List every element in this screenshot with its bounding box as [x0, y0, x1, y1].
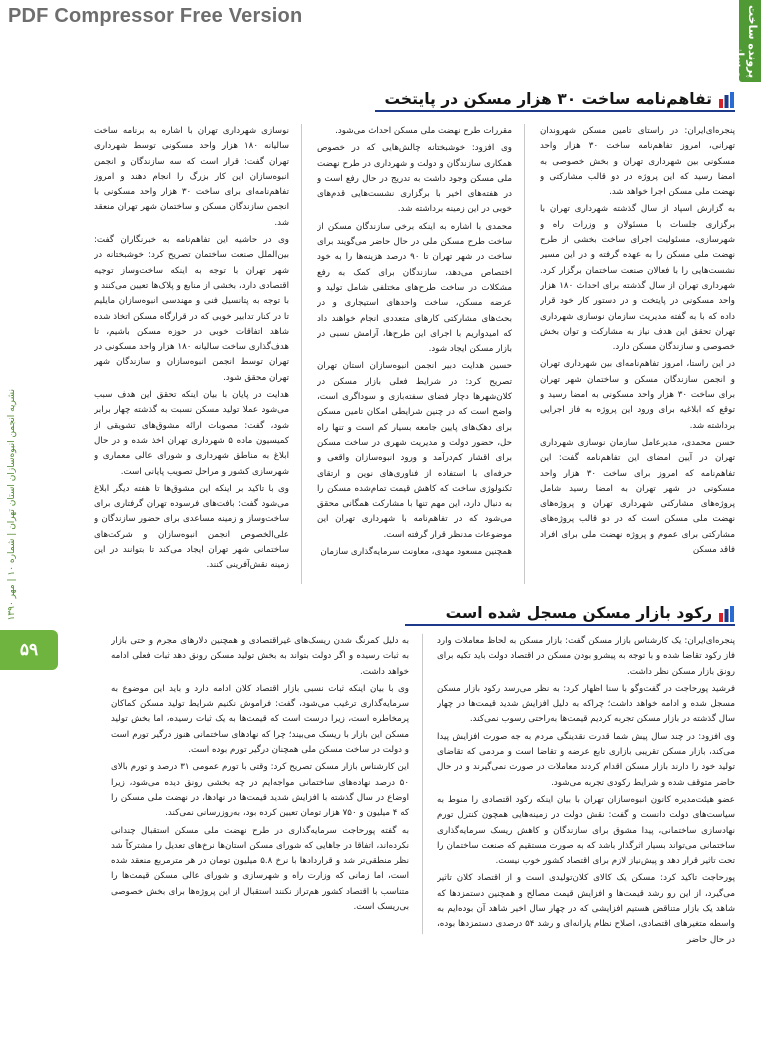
- paragraph: به دلیل کمرنگ شدن ریسک‌های غیراقتصادی و همچنین دلارهای مجرم و حتی بازار به ثبات رسیده و اگر دولت بتواند به بخش تولید مسکن رونق دهد ثبات فعلی ادامه خواهد داشت.: [111, 636, 409, 677]
- paragraph: به گزارش اسپاد از سال گذشته شهرداری تهران با برگزاری جلسات با مسئولان و وزرات راه و شهرسازی، مسئولیت اجرای ساخت بخشی از طرح نهضت ملی مسکن را به عهده گرفته و در این مسیر نشست‌هایی را با فعالان صنعت ساختمان برگزار کرد. شهرداری تهران از سال گذشته برای احداث ۱۸۰ هزار واحد مسکونی در پایتخت و در دستور کار خود قرار داده که با به گفته مدیریت سازمان نوسازی شهرداری تهران تحقق این هدف نیاز به مشارکت و توان بخش خصوصی و سازندگان مسکن دارد.: [540, 204, 735, 353]
- paragraph: پورحاجت تاکید کرد: مسکن یک کالای کلان‌تولیدی است و از اقتصاد کلان تاثیر می‌گیرد، از این رو رشد قیمت‌ها و افزایش قیمت مصالح و همچنین دستمزدها که شاهد یک بازار متناقض هستیم افزایشی که در چهار سال اخیر شاهد آن بوده‌ایم به واسطه متغیرهای اقتصادی، اصلاح نظام یارانه‌ای و رشد ۵۴ درصدی دستمزدها بوده، در حال حاضر: [437, 873, 735, 945]
- paragraph: فرشید پورحاجت در گفت‌وگو با سنا اظهار کرد: به نظر می‌رسد رکود بازار مسکن مسجل شده و ادامه خواهد داشت؛ چراکه به دلیل افزایش شدید قیمت‌ها در چهار سال گذشته در بازار مسکن تجربه کردیم قیمت‌ها به‌راحتی رسوب نمی‌کند.: [437, 683, 735, 725]
- paragraph: این کارشناس بازار مسکن تصریح کرد: وقتی با تورم عمومی ۳۱ درصد و تورم بالای ۵۰ درصد نهاده‌های ساختمانی مواجه‌ایم در چه بخشی رونق دیده می‌شود، زیرا اوضاع در سال گذشته با افزایش شدید قیمت‌ها در نهادها، در نهضت ملی مسکن را که ۴ میلیون و ۷۵۰ هزار تومان تعیین کرده بود، به‌روزرسانی نمی‌کند.: [111, 762, 409, 819]
- bar-chart-icon: [718, 605, 735, 622]
- paragraph: حسن محمدی، مدیرعامل سازمان نوسازی شهرداری تهران در آیین امضای این تفاهم‌نامه گفت: این تفاهم‌نامه که امروز برای ساخت ۳۰ هزار واحد مسکونی در شهر تهران به امضا رسید شامل پروژه‌های مشارکتی شهرداری تهران و پروژه‌های نهضت ملی مسکن است که در دو قالب پروژه‌های مشارکتی برای عموم و پروژه نهضت ملی برای افراد فاقد مسکن: [540, 437, 735, 556]
- article-1-column-2: [317, 124, 512, 594]
- article-2-column-2: [111, 634, 409, 954]
- article-1-column-3: [94, 124, 289, 594]
- bar-chart-icon: [718, 91, 735, 108]
- paragraph: پنجره‌ای‌ایران: در راستای تامین مسکن شهروندان تهرانی، امروز تفاهم‌نامه ساخت ۳۰ هزار واحد مسکونی بین شهرداری تهران و بخش خصوصی به امضا رسید که این پروژه در دو قالب مشارکتی و نهضت ملی مسکن اجرا خواهد شد.: [540, 126, 735, 198]
- section-tab: [733, 0, 761, 82]
- article-2-heading: [405, 604, 735, 622]
- paragraph: وی در حاشیه این تفاهم‌نامه به خبرنگاران گفت: بین‌الملل صنعت ساختمان تصریح کرد: خوشبختانه در شهر تهران با توجه به اینکه ساخت‌وساز توجیه اقتصادی دارد، بخشی از منابع و پلاک‌ها تعیین می‌کنند و با توجه به پتانسیل فنی و مهندسی انبوه‌سازان مایلیم تا در کنار تدابیر خوبی که در قرارگاه مسکن اتخاذ شده شاهد اتفاقات خوبی در حوزه مسکن باشیم، تا هدف‌گذاری ساخت سالیانه ۱۸۰ هزار واحد مسکونی در تهران توسط انجمن انبوه‌سازان و سازندگان شهر تهران محقق شود.: [94, 235, 289, 383]
- column-divider: [422, 634, 423, 934]
- paragraph: عضو هیئت‌مدیره کانون انبوه‌سازان تهران با بیان اینکه رکود اقتصادی را منوط به سیاست‌های دولت دانست و گفت: نقش دولت در زمینه‌هایی همچون کنترل تورم نهادسازی ساختمانی، پیدا مشوق برای سازندگان و کاهش ریسک سرمایه‌گذاری ساختمانی می‌تواند بسیار اثرگذار باشد که به صورت مستقیم که صنعت ساختمان را تحت تاثیر قرار دهد و پیش‌نیاز لازم برای اقتصاد کشور خوب نیست.: [437, 794, 735, 867]
- column-divider: [524, 124, 525, 584]
- paragraph: مقررات طرح نهضت ملی مسکن احداث می‌شود.: [335, 126, 512, 136]
- article-1-heading: [375, 90, 735, 108]
- column-divider: [301, 124, 302, 584]
- paragraph: وی با تاکید بر اینکه این مشوق‌ها تا هفته دیگر ابلاغ می‌شود گفت: بافت‌های فرسوده تهران گرفتاری برای ساخت‌وساز و زمینه مساعدی برای حضور سازندگان و علی‌الخصوص انجمن انبوه‌سازان و شرکت‌های ساختمانی شهر تهران ایجاد می‌کند تا بتوانند در این زمینه نقش‌آفرینی کنند.: [94, 483, 289, 571]
- side-publication-info: [0, 389, 24, 621]
- paragraph: در این راستا، امروز تفاهم‌نامه‌ای بین شهرداری تهران و انجمن سازندگان مسکن و ساختمان شهر تهران برای ساخت ۳۰ هزار واحد مسکونی به امضا رسید و توقع که ابلاغیه برای ورود این پروژه به فاز اجرایی برداشته شد.: [540, 359, 735, 431]
- paragraph: نوسازی شهرداری تهران با اشاره به برنامه ساخت سالیانه ۱۸۰ هزار واحد مسکونی توسط شهرداری تهران گفت: قرار است که سه سازندگان و انجمن انبوه‌سازان این کار بزرگ را انجام دهند و امروز تفاهم‌نامه‌ای برای ساخت ۳۰ هزار واحد مسکونی با انجمن سازندگان مسکن و ساختمان شهر تهران منعقد شد.: [94, 126, 289, 228]
- heading-underline: [405, 624, 735, 626]
- article-2-title: رکود بازار مسکن مسجل شده است: [445, 604, 712, 622]
- paragraph: محمدی با اشاره به اینکه برخی سازندگان مسکن از ساخت طرح مسکن ملی در حال حاضر می‌گویند برای ساخت در شهر تهران تا ۹۰ درصد هزینه‌ها را به خود اختصاص می‌دهد، سازندگان برای کمک به رفع مشکلات در ساخت طرح‌های مختلفی شامل تولید و عرضه مسکن، ساخت واحدهای استیجاری و در بحث‌های مشارکتی کارهای متعددی انجام خواهند داد که امیدواریم با اجرای این طرح‌ها، آرامش نسبی در بازار مسکن ایجاد شود.: [317, 221, 512, 355]
- paragraph: وی با بیان اینکه ثبات نسبی بازار اقتصاد کلان ادامه دارد و باید این موضوع به سرمایه‌گذاری ترغیب می‌شود، گفت: فراموش نکنیم شرایط تولید مسکن کماکان پرمخاطره است، زیرا درست است که قیمت‌ها به یک ثبات رسیده، اما بخش تولید مسکن این بازار با ریسک می‌بیند؛ چرا که نهادهای ساختمانی هنوز درگیر تورم است و دولت در ساخت مسکن ملی همچنان درگیر تورم بوده است.: [111, 683, 409, 756]
- article-2-column-1: [437, 634, 735, 1024]
- article-1-title: تفاهم‌نامه ساخت ۳۰ هزار مسکن در پایتخت: [384, 90, 712, 108]
- paragraph: به گفته پورحاجت سرمایه‌گذاری در طرح نهضت ملی مسکن استقبال چندانی نکرده‌اند، اتفاقا در جاهایی که شورای مسکن استان‌ها نرخ‌های تعدیل را مشترکاً شد نظر منطقی‌تر شد و قراردادها با نرخ ۵.۸ میلیون تومان در هر مترمربع منعقد شده است، اما زمانی که وزارت راه و شهرسازی و شورای عالی مسکن قیمت‌ها را متناسب با اقتصاد کشور هم‌تراز نکنند استقبال از این پروژه‌ها برای بخش خصوصی بی‌ریسک است.: [111, 825, 409, 913]
- side-publication-text: نشریه انجمن انبوه‌سازان استان تهران | شماره ۱۰ | مهر ۱۳۹۰: [7, 389, 17, 621]
- paragraph: حسین هدایت دبیر انجمن انبوه‌سازان استان تهران تصریح کرد: در شرایط فعلی بازار مسکن در کلان‌شهرها دچار فضای سفته‌بازی و سوداگری است، واضح است که در چنین شرایطی امکان تامین مسکن برای دهک‌های پایین جامعه بسیار کم است و تنها راه حل، حضور دولت و مدیریت شهری در ساخت مسکن برای اقشار کم‌درآمد و ورود انبوه‌سازان واقعی و حرفه‌ای با استفاده از فناوری‌های نوین و ارتقای تکنولوژی ساخت که کاهش قیمت تمام‌شده مسکن را به دنبال دارد، این مهم تنها با مشارکت همگانی محقق می‌شود که در تفاهم‌نامه با شهرداری تهران این موضوعات مدنظر قرار گرفته است.: [317, 361, 512, 540]
- paragraph: وی افزود: در چند سال پیش شما قدرت نقدینگی مردم به جه صورت افزایش پیدا می‌کند، بازار مسکن تقریبی بازاری تابع عرضه و تقاضا است و مردمی که تقاضای تولید خود را دارند بازار مسکن اقدام کردند معاملات در صورت نمی‌گیرند و در حال حاضر متوقف شده و شرایط رکودی تجربه می‌شود.: [437, 731, 735, 788]
- page-number-tab: [0, 630, 58, 670]
- section-tab-label: پرونده ساخت و ساز: [733, 4, 759, 78]
- page-number: ۵۹: [19, 640, 39, 659]
- article-1-column-1: [540, 124, 735, 594]
- heading-underline: [375, 110, 735, 112]
- pdf-compressor-watermark: PDF Compressor Free Version: [8, 5, 303, 27]
- paragraph: پنجره‌ای‌ایران: یک کارشناس بازار مسکن گفت: بازار مسکن به لحاظ معاملات وارد فاز رکود تقاضا شده و با توجه به پیشرو بودن مسکن در اقتصاد دولت باید تکیه برای رونق بازار مسکن نظر داشت.: [437, 636, 735, 677]
- paragraph: هدایت در پایان با بیان اینکه تحقق این هدف سبب می‌شود عملا تولید مسکن نسبت به گذشته چهار برابر شود، گفت: مصوبات ارائه مشوق‌های تشویقی از کمیسیون ماده ۵ شهرداری تهران اخذ شده و در حال ابلاغ به مناطق شهرداری و شورای عالی معماری و شهرسازی کشور و مراحل تصویب پایانی است.: [94, 390, 289, 477]
- paragraph: همچنین مسعود مهدی، معاونت سرمایه‌گذاری سازمان: [320, 547, 512, 558]
- paragraph: وی افزود: خوشبختانه چالش‌هایی که در خصوص همکاری سازندگان و دولت و شهرداری در طرح نهضت ملی مسکن وجود داشت به تدریج در حال رفع است و در هفته‌های اخیر با برگزاری نشست‌هایی قدم‌های خوبی در این زمینه برداشته شد.: [317, 143, 512, 215]
